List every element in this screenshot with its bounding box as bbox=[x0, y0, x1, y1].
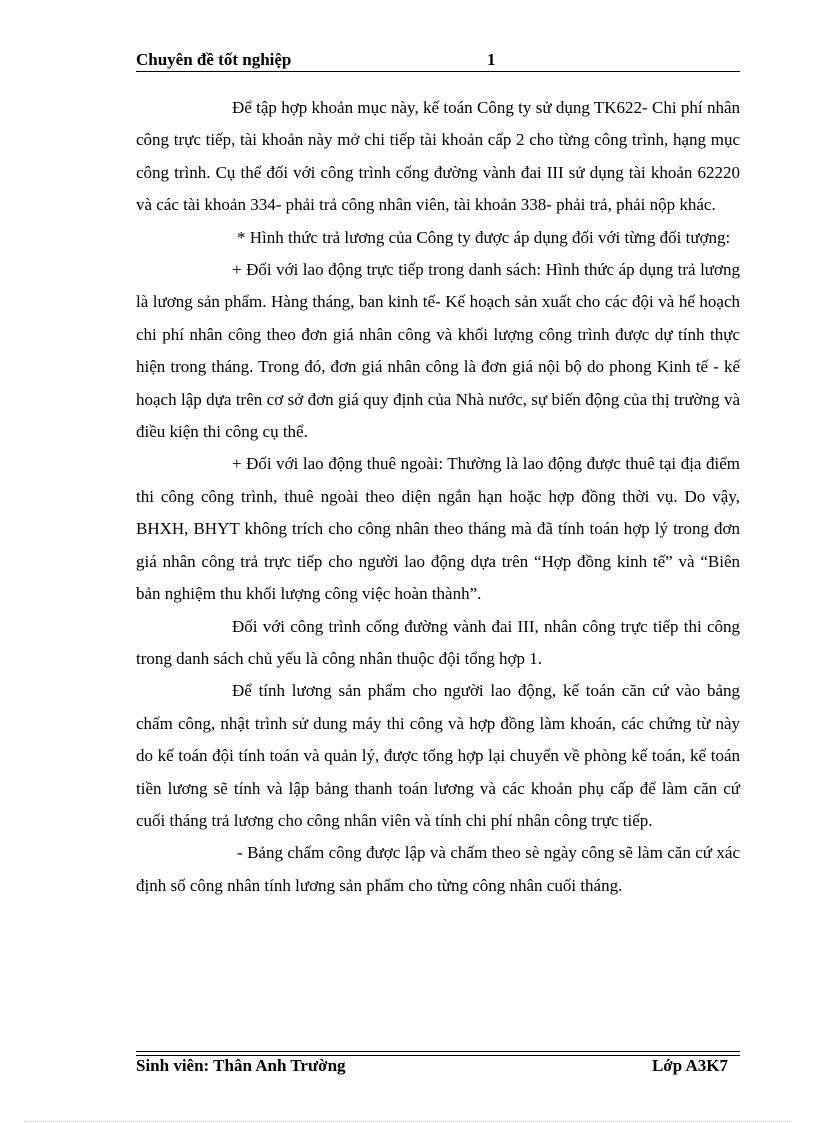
page-edge bbox=[24, 1121, 792, 1122]
header-divider bbox=[136, 71, 740, 72]
page-header bbox=[136, 50, 740, 70]
paragraph: Để tập hợp khoản mục này, kế toán Công ty sử dụng TK622- Chi phí nhân công trực tiếp, tài khoản này mở chi tiếp tài khoản cấp 2 cho từng công trình, hạng mục công trình. Cụ thể đối với công trình cống đường vành đai III sử dụng tài khoản 62220 và các tài khoản 334- phải trả công nhân viên, tài khoản 338- phải trả, phải nộp khác. bbox=[136, 98, 740, 215]
footer-class: Lớp A3K7 bbox=[651, 1056, 728, 1075]
footer-student: Sinh viên: Thân Anh Trường bbox=[136, 1056, 346, 1075]
paragraph: + Đối với lao động thuê ngoài: Thường là lao động được thuê tại địa điểm thi công công trình, thuê ngoài theo diện ngắn hạn hoặc hợp đồng thời vụ. Do vậy, BHXH, BHYT không trích cho công nhân theo tháng mà đã tính toán hợp lý trong đơn giá nhân công trả trực tiếp cho người lao động dựa trên “Hợp đồng kinh tế” và “Biên bản nghiệm thu khối lượng công việc hoàn thành”. bbox=[136, 454, 740, 604]
paragraph: * Hình thức trả lương của Công ty được áp dụng đối với từng đối tượng: bbox=[237, 227, 731, 247]
paragraph: Đối với công trình cống đường vành đai III, nhân công trực tiếp thi công trong danh sách chủ yếu là công nhân thuộc đội tổng hợp 1. bbox=[136, 616, 740, 668]
document-body bbox=[136, 92, 740, 902]
header-title: Chuyên đề tốt nghiệp bbox=[136, 50, 292, 69]
page-footer bbox=[136, 1056, 740, 1078]
footer-divider bbox=[136, 1051, 740, 1052]
paragraph: Để tính lương sản phẩm cho người lao động, kế toán căn cứ vào bảng chấm công, nhật trình sử dung máy thi công và hợp đồng làm khoán, các chứng từ này do kế toán đội tính toán và quản lý, được tổng hợp lại chuyển về phòng kế toán, kế toán tiền lương sẽ tính và lập bảng thanh toán lương và các khoản phụ cấp để làm căn cứ cuối tháng trả lương cho công nhân viên và tính chi phí nhân công trực tiếp. bbox=[136, 681, 740, 830]
paragraph: - Bảng chấm công được lập và chấm theo sè ngày công sẽ làm căn cứ xác định số công nhân tính lương sản phẩm cho từng công nhân cuối tháng. bbox=[136, 843, 740, 895]
page-number: 1 bbox=[487, 50, 496, 69]
paragraph: + Đối với lao động trực tiếp trong danh sách: Hình thức áp dụng trả lương là lương sản phẩm. Hàng tháng, ban kinh tế- Kế hoạch sản xuất cho các đội và hế hoạch chi phí nhân công theo đơn giá nhân công và khối lượng công trình được dự tính thực hiện trong tháng. Trong đó, đơn giá nhân công là đơn giá nội bộ do phong Kinh tế - kế hoạch lập dựa trên cơ sở đơn giá quy định của Nhà nước, sự biến động của thị trường và điều kiện thi công cụ thể. bbox=[136, 260, 740, 442]
